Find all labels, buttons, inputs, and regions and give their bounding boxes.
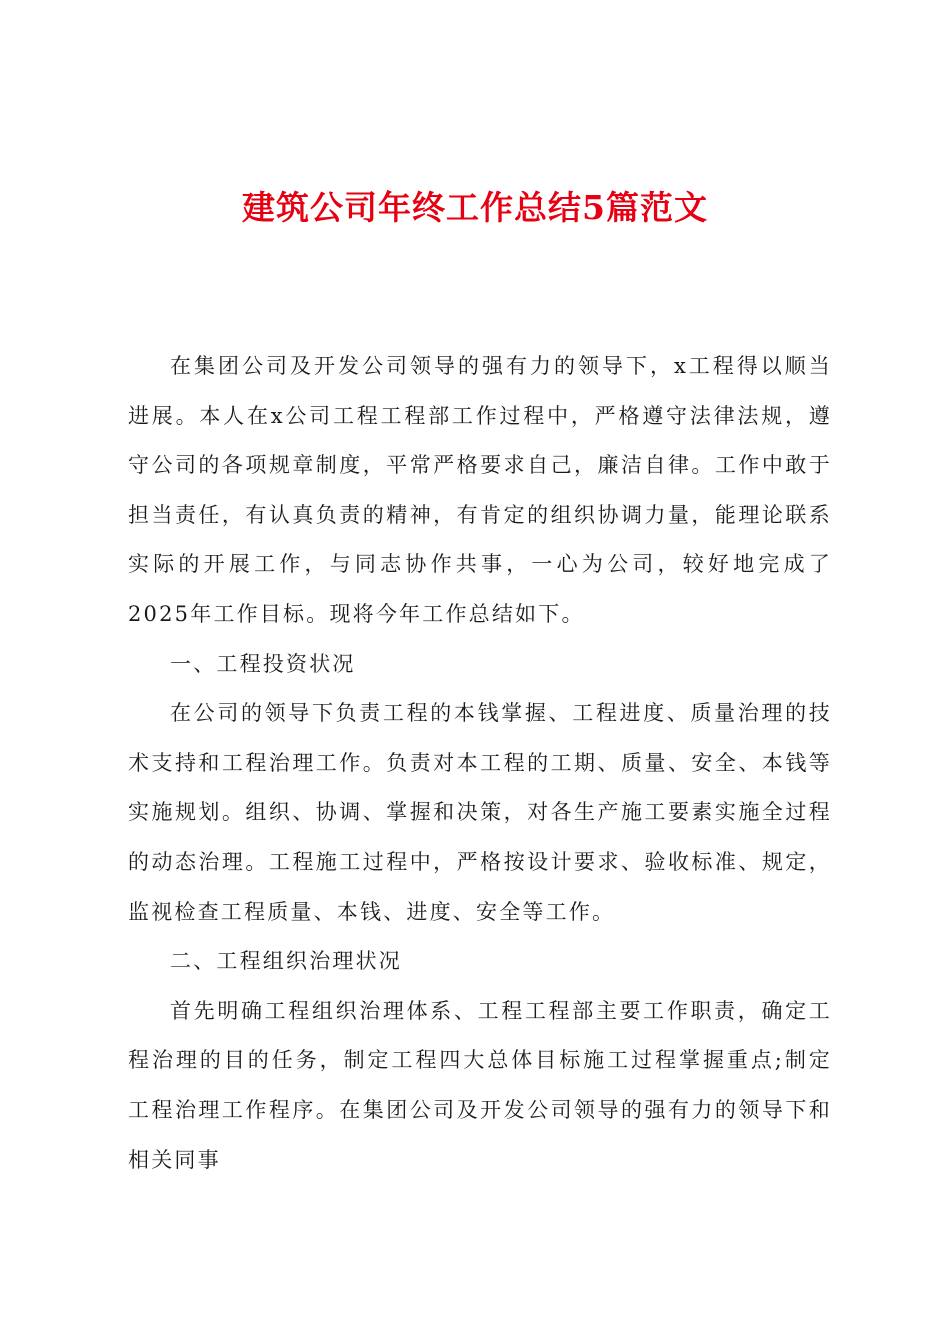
paragraph-investment: 在公司的领导下负责工程的本钱掌握、工程进度、质量治理的技术支持和工程治理工作。负责对本工程的工期、质量、安全、本钱等实施规划。组织、协调、掌握和决策，对各生产施工要素实施全过程的动态治理。工程施工过程中，严格按设计要求、验收标准、规定，监视检查工程质量、本钱、进度、安全等工作。 [128,701,832,924]
section-heading-investment: 一、工程投资状况 [170,651,356,676]
paragraph-organization: 首先明确工程组织治理体系、工程工程部主要工作职责，确定工程治理的目的任务，制定工程四大总体目标施工过程掌握重点;制定工程治理工作程序。在集团公司及开发公司领导的强有力的领导下和相关同事 [128,998,832,1172]
paragraph-intro: 在集团公司及开发公司领导的强有力的领导下，x工程得以顺当进展。本人在x公司工程工程部工作过程中，严格遵守法律法规，遵守公司的各项规章制度，平常严格要求自己，廉洁自律。工作中敢于担当责任，有认真负责的精神，有肯定的组织协调力量，能理论联系实际的开展工作，与同志协作共事，一心为公司，较好地完成了2025年工作目标。现将今年工作总结如下。 [128,354,832,626]
section-heading-organization: 二、工程组织治理状况 [170,949,402,974]
document-title: 建筑公司年终工作总结5篇范文 [242,188,708,227]
document-body [128,342,832,1185]
